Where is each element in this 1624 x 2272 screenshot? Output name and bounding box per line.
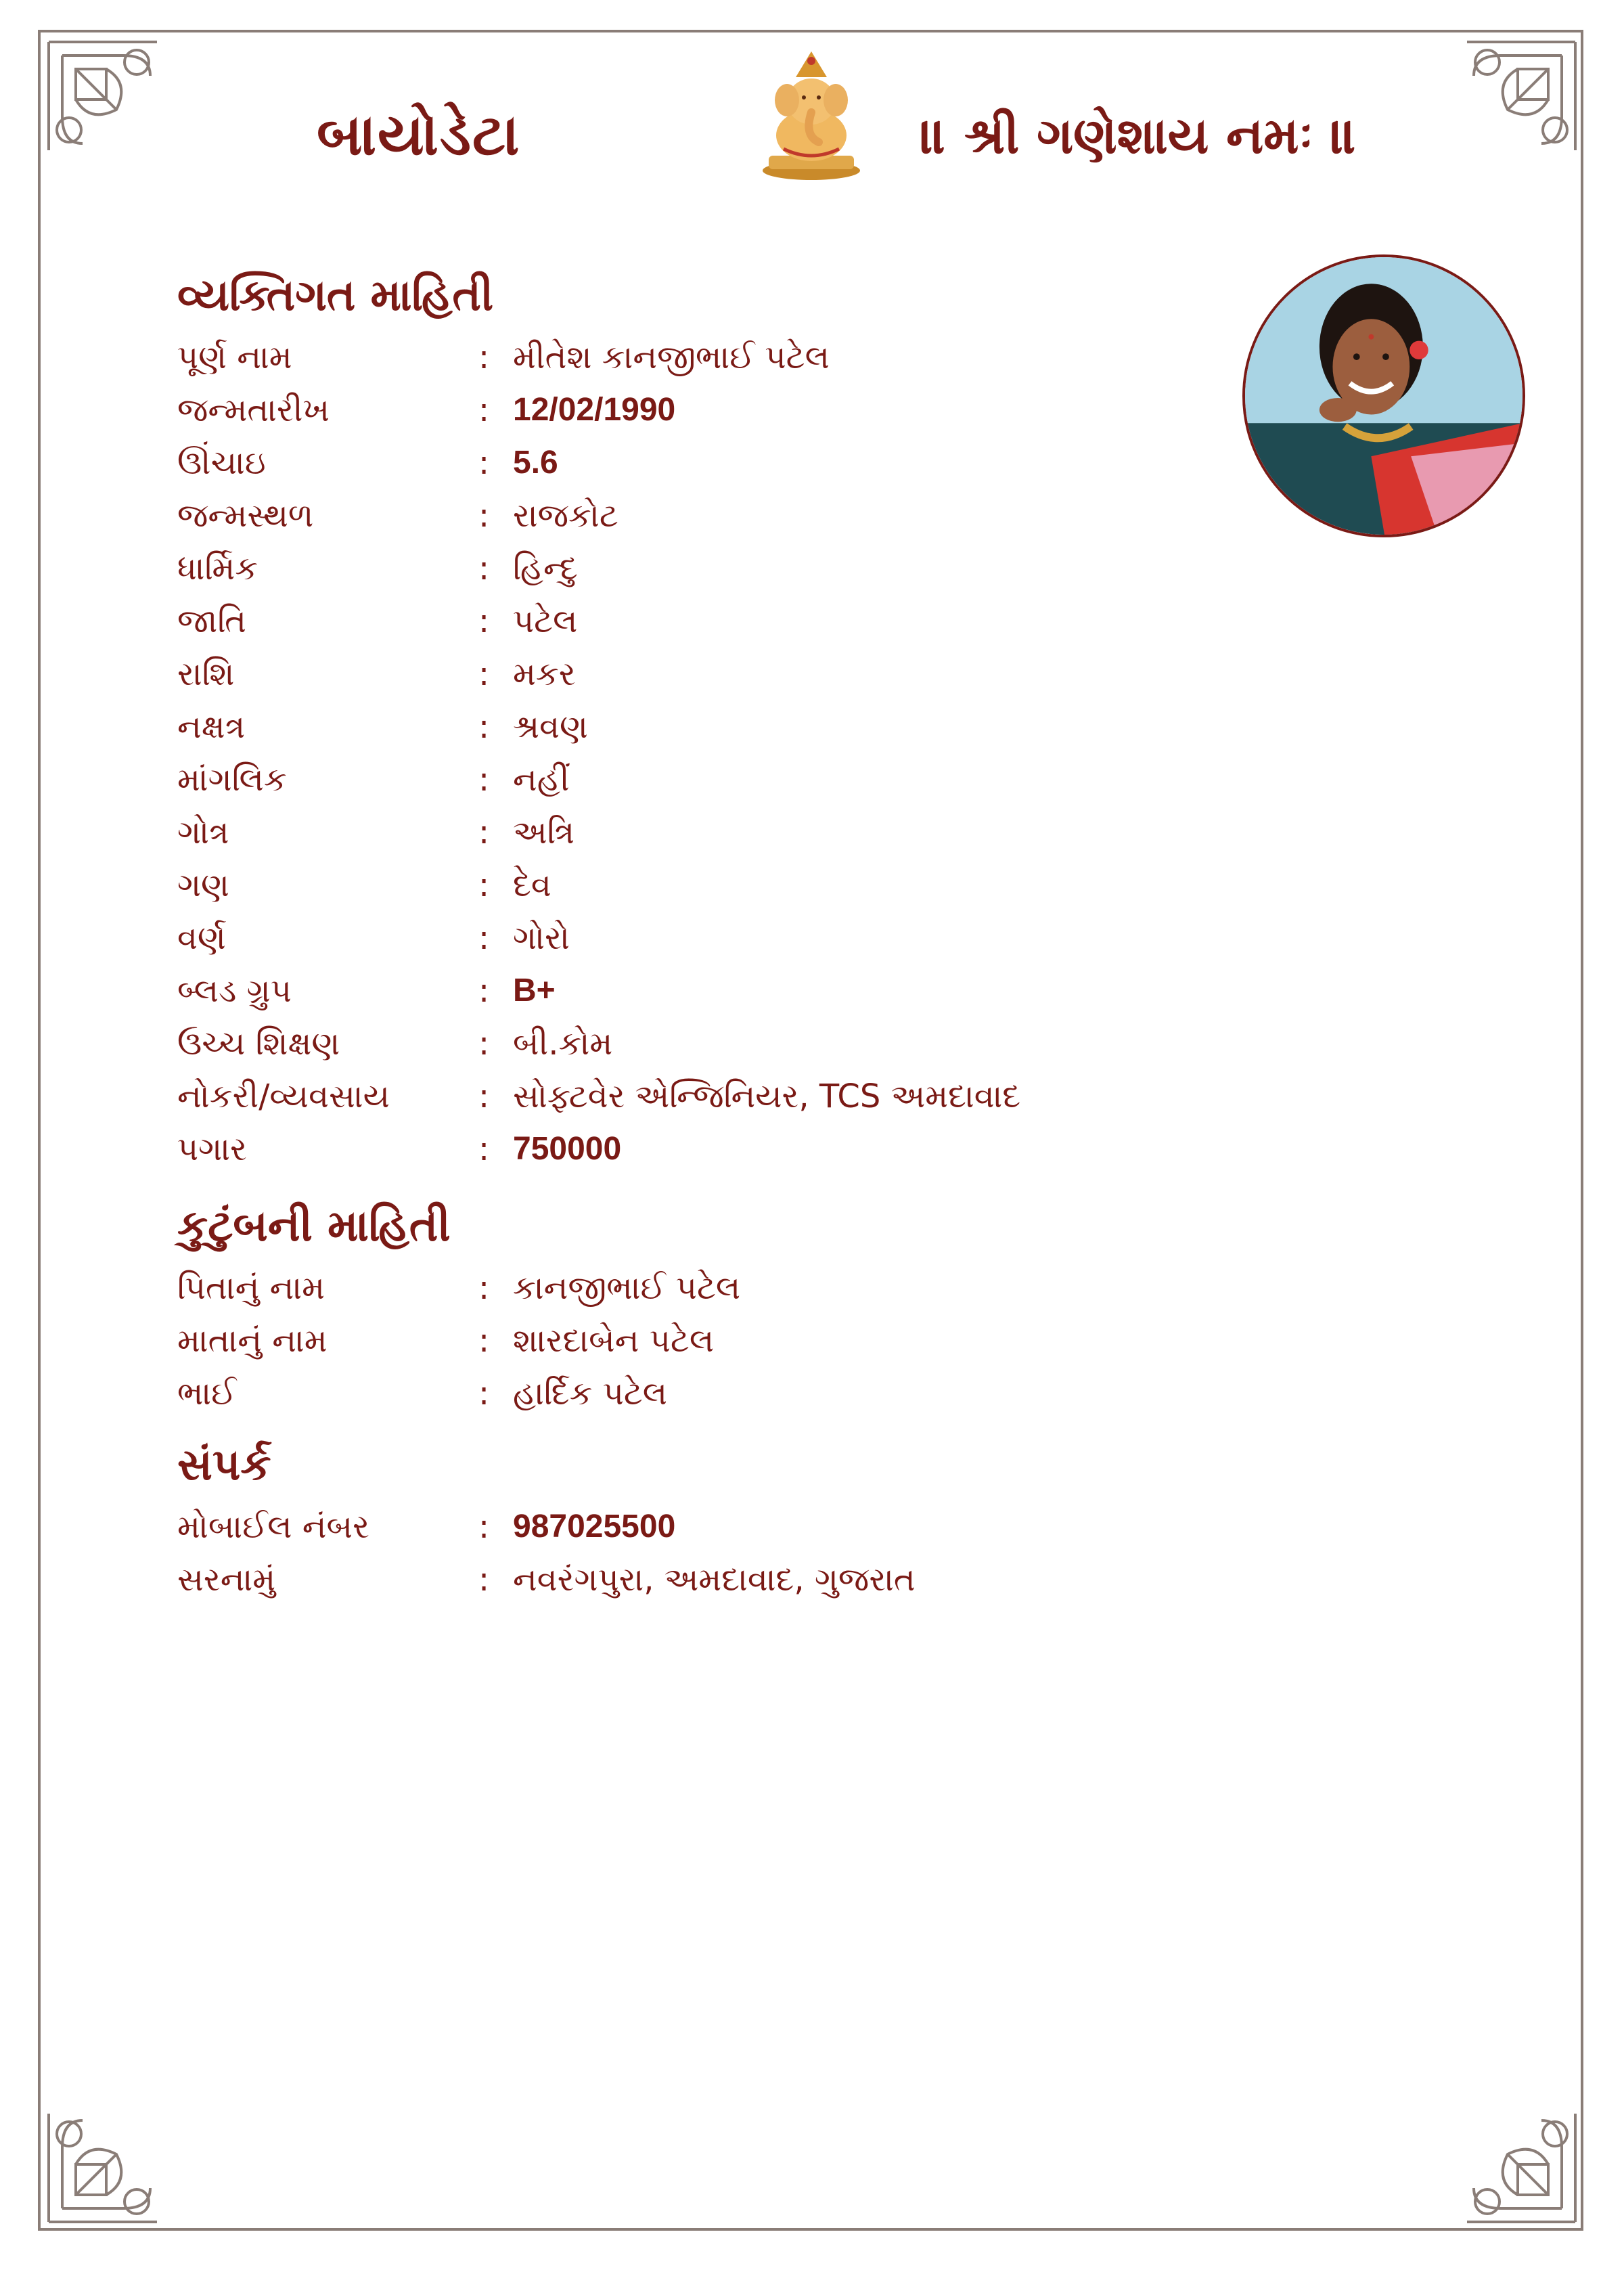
field-label: મોબાઈલ નંબર	[177, 1508, 369, 1546]
field-value: કાનજીભાઈ પટેલ	[513, 1269, 741, 1307]
info-row	[177, 497, 1192, 544]
field-value: 5.6	[513, 445, 558, 481]
field-label: જન્મતારીખ	[177, 391, 330, 429]
field-label: ઉચ્ચ શિક્ષણ	[177, 1025, 340, 1063]
info-row	[177, 338, 1192, 386]
field-separator: :	[478, 1269, 490, 1307]
field-value: નવરંગપુરા, અમદાવાદ, ગુજરાત	[513, 1561, 916, 1599]
field-label: પૂર્ણ નામ	[177, 338, 292, 376]
field-separator: :	[478, 972, 490, 1010]
profile-photo	[1242, 254, 1525, 537]
field-label: સરનામું	[177, 1561, 276, 1599]
ganesha-icon	[757, 47, 866, 183]
field-separator: :	[478, 391, 490, 429]
field-separator: :	[478, 919, 490, 957]
field-value: પટેલ	[513, 602, 578, 640]
info-row	[177, 1130, 1192, 1178]
field-value: ગોરો	[513, 919, 570, 957]
page-title: બાયોડેટા	[317, 102, 521, 168]
field-value: બી.કોમ	[513, 1025, 613, 1063]
section-title-family: કુટુંબની માહિતી	[177, 1201, 451, 1251]
field-value: મીતેશ કાનજીભાઈ પટેલ	[513, 338, 830, 376]
field-separator: :	[478, 866, 490, 904]
info-row	[177, 1025, 1192, 1072]
field-label: ગોત્ર	[177, 814, 229, 851]
ornament-corner-icon	[1460, 2107, 1582, 2229]
field-value: શારદાબેન પટેલ	[513, 1322, 715, 1360]
field-value: હાર્દિક પટેલ	[513, 1375, 668, 1412]
section-title-personal: વ્યક્તિગત માહિતી	[177, 271, 494, 321]
field-value: હિન્દુ	[513, 550, 578, 587]
field-label: પગાર	[177, 1130, 247, 1168]
info-row	[177, 1269, 1192, 1316]
info-row	[177, 708, 1192, 755]
field-value: રાજકોટ	[513, 497, 618, 535]
field-separator: :	[478, 1077, 490, 1115]
ornament-corner-icon	[1460, 35, 1582, 157]
field-label: ભાઈ	[177, 1375, 237, 1412]
field-separator: :	[478, 497, 490, 535]
field-label: નોકરી/વ્યવસાય	[177, 1077, 390, 1115]
info-row	[177, 1508, 1192, 1555]
field-separator: :	[478, 655, 490, 693]
info-row	[177, 391, 1192, 439]
field-label: ઊંચાઇ	[177, 444, 266, 482]
info-row	[177, 761, 1192, 808]
mantra-heading: ॥ શ્રી ગણેશાય નમઃ ॥	[920, 107, 1357, 165]
field-value: 987025500	[513, 1509, 676, 1544]
field-label: જાતિ	[177, 602, 247, 640]
field-label: માંગલિક	[177, 761, 287, 799]
info-row	[177, 972, 1192, 1019]
ornament-corner-icon	[42, 35, 164, 157]
field-value: મકર	[513, 655, 576, 693]
field-label: માતાનું નામ	[177, 1322, 328, 1360]
field-value: શ્રવણ	[513, 708, 588, 746]
field-separator: :	[478, 1561, 490, 1599]
field-value: સોફ્ટવેર એન્જિનિયર, TCS અમદાવાદ	[513, 1077, 1021, 1115]
field-value: નહીં	[513, 761, 570, 799]
section-title-contact: સંપર્ક	[177, 1440, 271, 1490]
field-label: જન્મસ્થળ	[177, 497, 314, 535]
info-row	[177, 655, 1192, 703]
field-separator: :	[478, 602, 490, 640]
field-separator: :	[478, 1322, 490, 1360]
field-label: નક્ષત્ર	[177, 708, 246, 746]
field-value: B+	[513, 973, 556, 1008]
field-separator: :	[478, 1375, 490, 1412]
info-row	[177, 550, 1192, 597]
field-separator: :	[478, 814, 490, 851]
field-separator: :	[478, 1508, 490, 1546]
field-separator: :	[478, 1025, 490, 1063]
field-separator: :	[478, 761, 490, 799]
field-value: 750000	[513, 1131, 622, 1167]
field-separator: :	[478, 338, 490, 376]
info-row	[177, 1561, 1192, 1608]
field-label: પિતાનું નામ	[177, 1269, 325, 1307]
field-value: દેવ	[513, 866, 551, 904]
info-row	[177, 444, 1192, 491]
field-value: અત્રિ	[513, 814, 575, 851]
info-row	[177, 1322, 1192, 1369]
field-label: રાશિ	[177, 655, 235, 693]
info-row	[177, 814, 1192, 861]
field-label: ગણ	[177, 866, 229, 904]
field-label: વર્ણ	[177, 919, 226, 957]
info-row	[177, 919, 1192, 966]
field-label: ધાર્મિક	[177, 550, 258, 587]
info-row	[177, 602, 1192, 650]
ornament-corner-icon	[42, 2107, 164, 2229]
info-row	[177, 1077, 1192, 1125]
field-separator: :	[478, 550, 490, 587]
field-separator: :	[478, 1130, 490, 1168]
field-label: બ્લડ ગ્રુપ	[177, 972, 292, 1010]
info-row	[177, 1375, 1192, 1422]
field-separator: :	[478, 444, 490, 482]
info-row	[177, 866, 1192, 914]
field-separator: :	[478, 708, 490, 746]
field-value: 12/02/1990	[513, 392, 676, 428]
